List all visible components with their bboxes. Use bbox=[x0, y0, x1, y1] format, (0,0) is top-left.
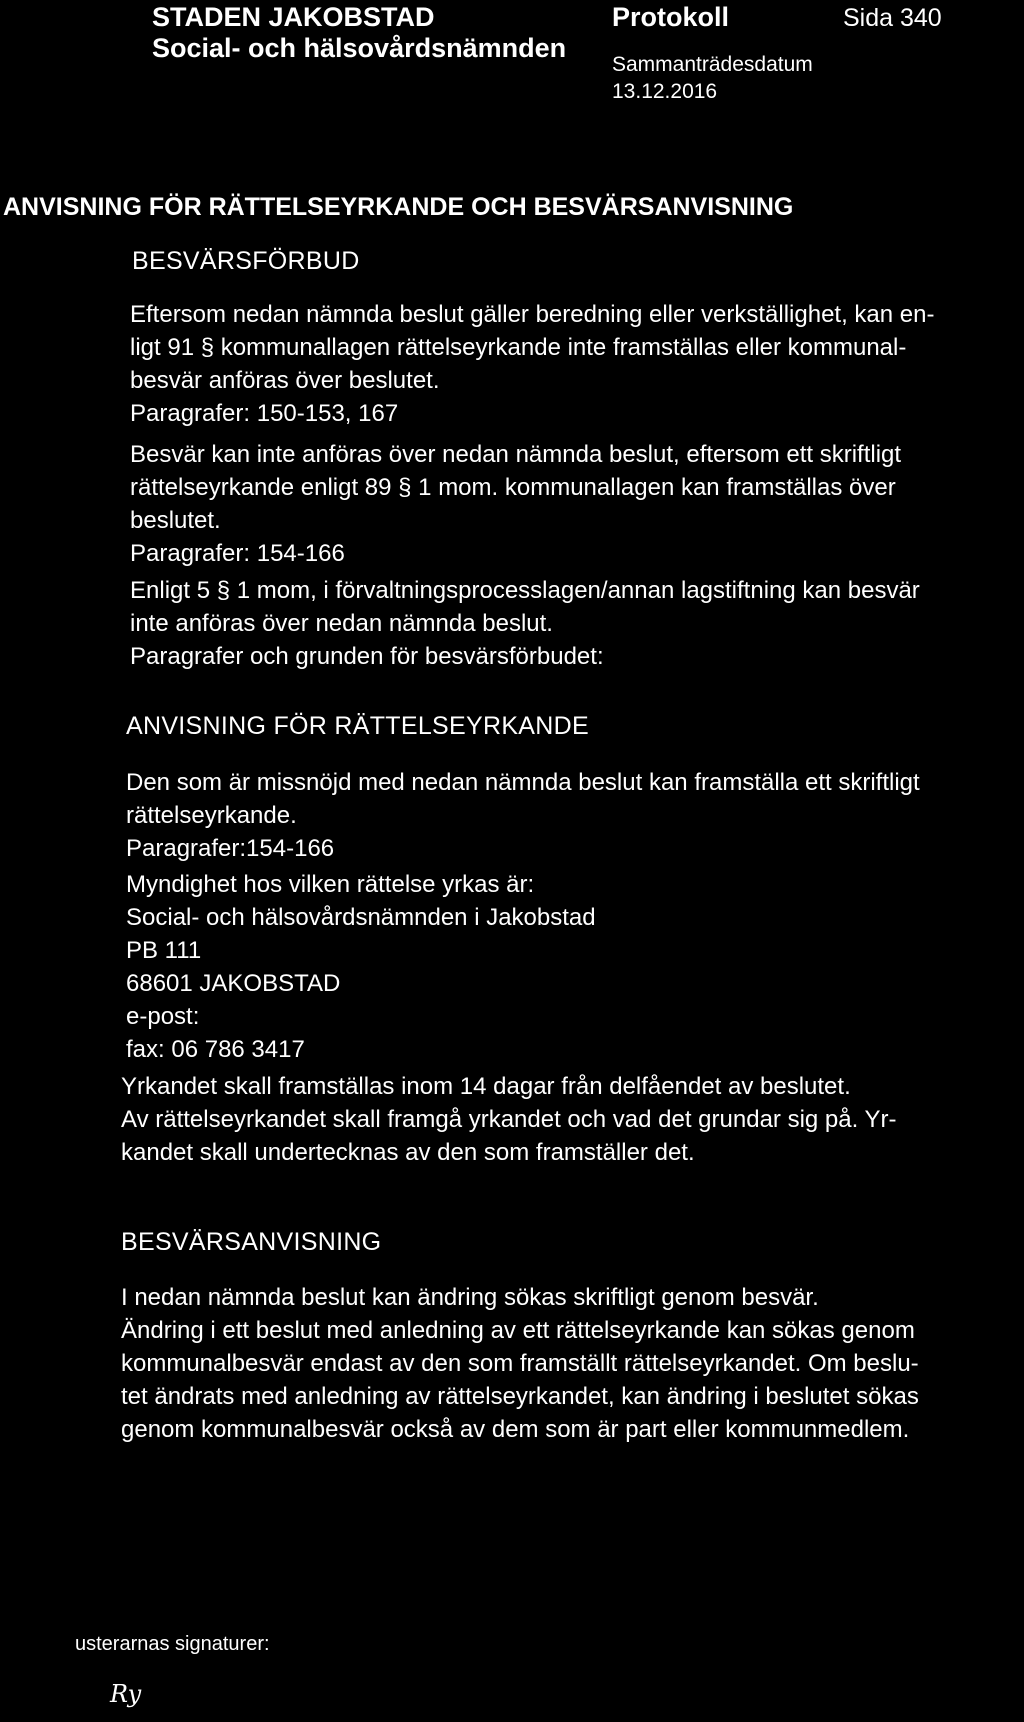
committee-name: Social- och hälsovårdsnämnden bbox=[152, 33, 567, 63]
page-title: ANVISNING FÖR RÄTTELSEYRKANDE OCH BESVÄRSANVISNING bbox=[3, 193, 794, 221]
besvarsforbud-paragraph-2: Besvär kan inte anföras över nedan nämnda beslut, eftersom ett skriftligt rättelseyrkande enligt 89 § 1 mom. kommunallagen kan framställas över beslutet. Paragrafer: 154-166 bbox=[130, 441, 902, 567]
rattelseyrkande-paragraph-3: Yrkandet skall framställas inom 14 dagar från delfåendet av beslutet. Av rättelseyrkandet skall framgå yrkandet och vad det grundar sig på. Yr- kandet skall undertecknas av den som framställer det. bbox=[121, 1073, 897, 1166]
section-heading-besvarsforbud: BESVÄRSFÖRBUD bbox=[132, 247, 360, 275]
document-type: Protokoll bbox=[612, 2, 730, 32]
section-heading-rattelseyrkande: ANVISNING FÖR RÄTTELSEYRKANDE bbox=[126, 712, 589, 740]
meeting-date: 13.12.2016 bbox=[612, 80, 718, 103]
besvarsanvisning-paragraph-1: I nedan nämnda beslut kan ändring sökas skriftligt genom besvär. Ändring i ett beslut med anledning av ett rättelseyrkande kan sökas genom kommunalbesvär endast av den som framställt rättelseyrkandet. Om beslu- tet ändrats med anledning av rättelseyrkandet, kan ändring i beslutet sökas genom kommunalbesvär också av dem som är part eller kommunmedlem. bbox=[121, 1284, 919, 1443]
besvarsforbud-paragraph-3: Enligt 5 § 1 mom, i förvaltningsprocesslagen/annan lagstiftning kan besvär inte anföras över nedan nämnda beslut. Paragrafer och grunden för besvärsförbudet: bbox=[130, 577, 920, 670]
organization-name: STADEN JAKOBSTAD bbox=[152, 2, 435, 32]
signature-initials: Ry bbox=[110, 1680, 142, 1708]
signatures-label: usterarnas signaturer: bbox=[75, 1633, 270, 1655]
besvarsforbud-paragraph-1: Eftersom nedan nämnda beslut gäller beredning eller verkställighet, kan en- ligt 91 § kommunallagen rättelseyrkande inte framställas eller kommunal- besvär anföras över beslutet. Paragrafer: 150-153, 167 bbox=[130, 301, 935, 427]
rattelseyrkande-paragraph-1: Den som är missnöjd med nedan nämnda beslut kan framställa ett skriftligt rättelseyrkande. Paragrafer:154-166 bbox=[126, 769, 920, 862]
page-number: Sida 340 bbox=[843, 4, 942, 32]
authority-address-block: Myndighet hos vilken rättelse yrkas är: Social- och hälsovårdsnämnden i Jakobstad PB 111 68601 JAKOBSTAD e-post: fax: 06 786 3417 bbox=[126, 871, 596, 1063]
meeting-date-label: Sammanträdesdatum bbox=[612, 53, 813, 76]
section-heading-besvarsanvisning: BESVÄRSANVISNING bbox=[121, 1228, 382, 1256]
